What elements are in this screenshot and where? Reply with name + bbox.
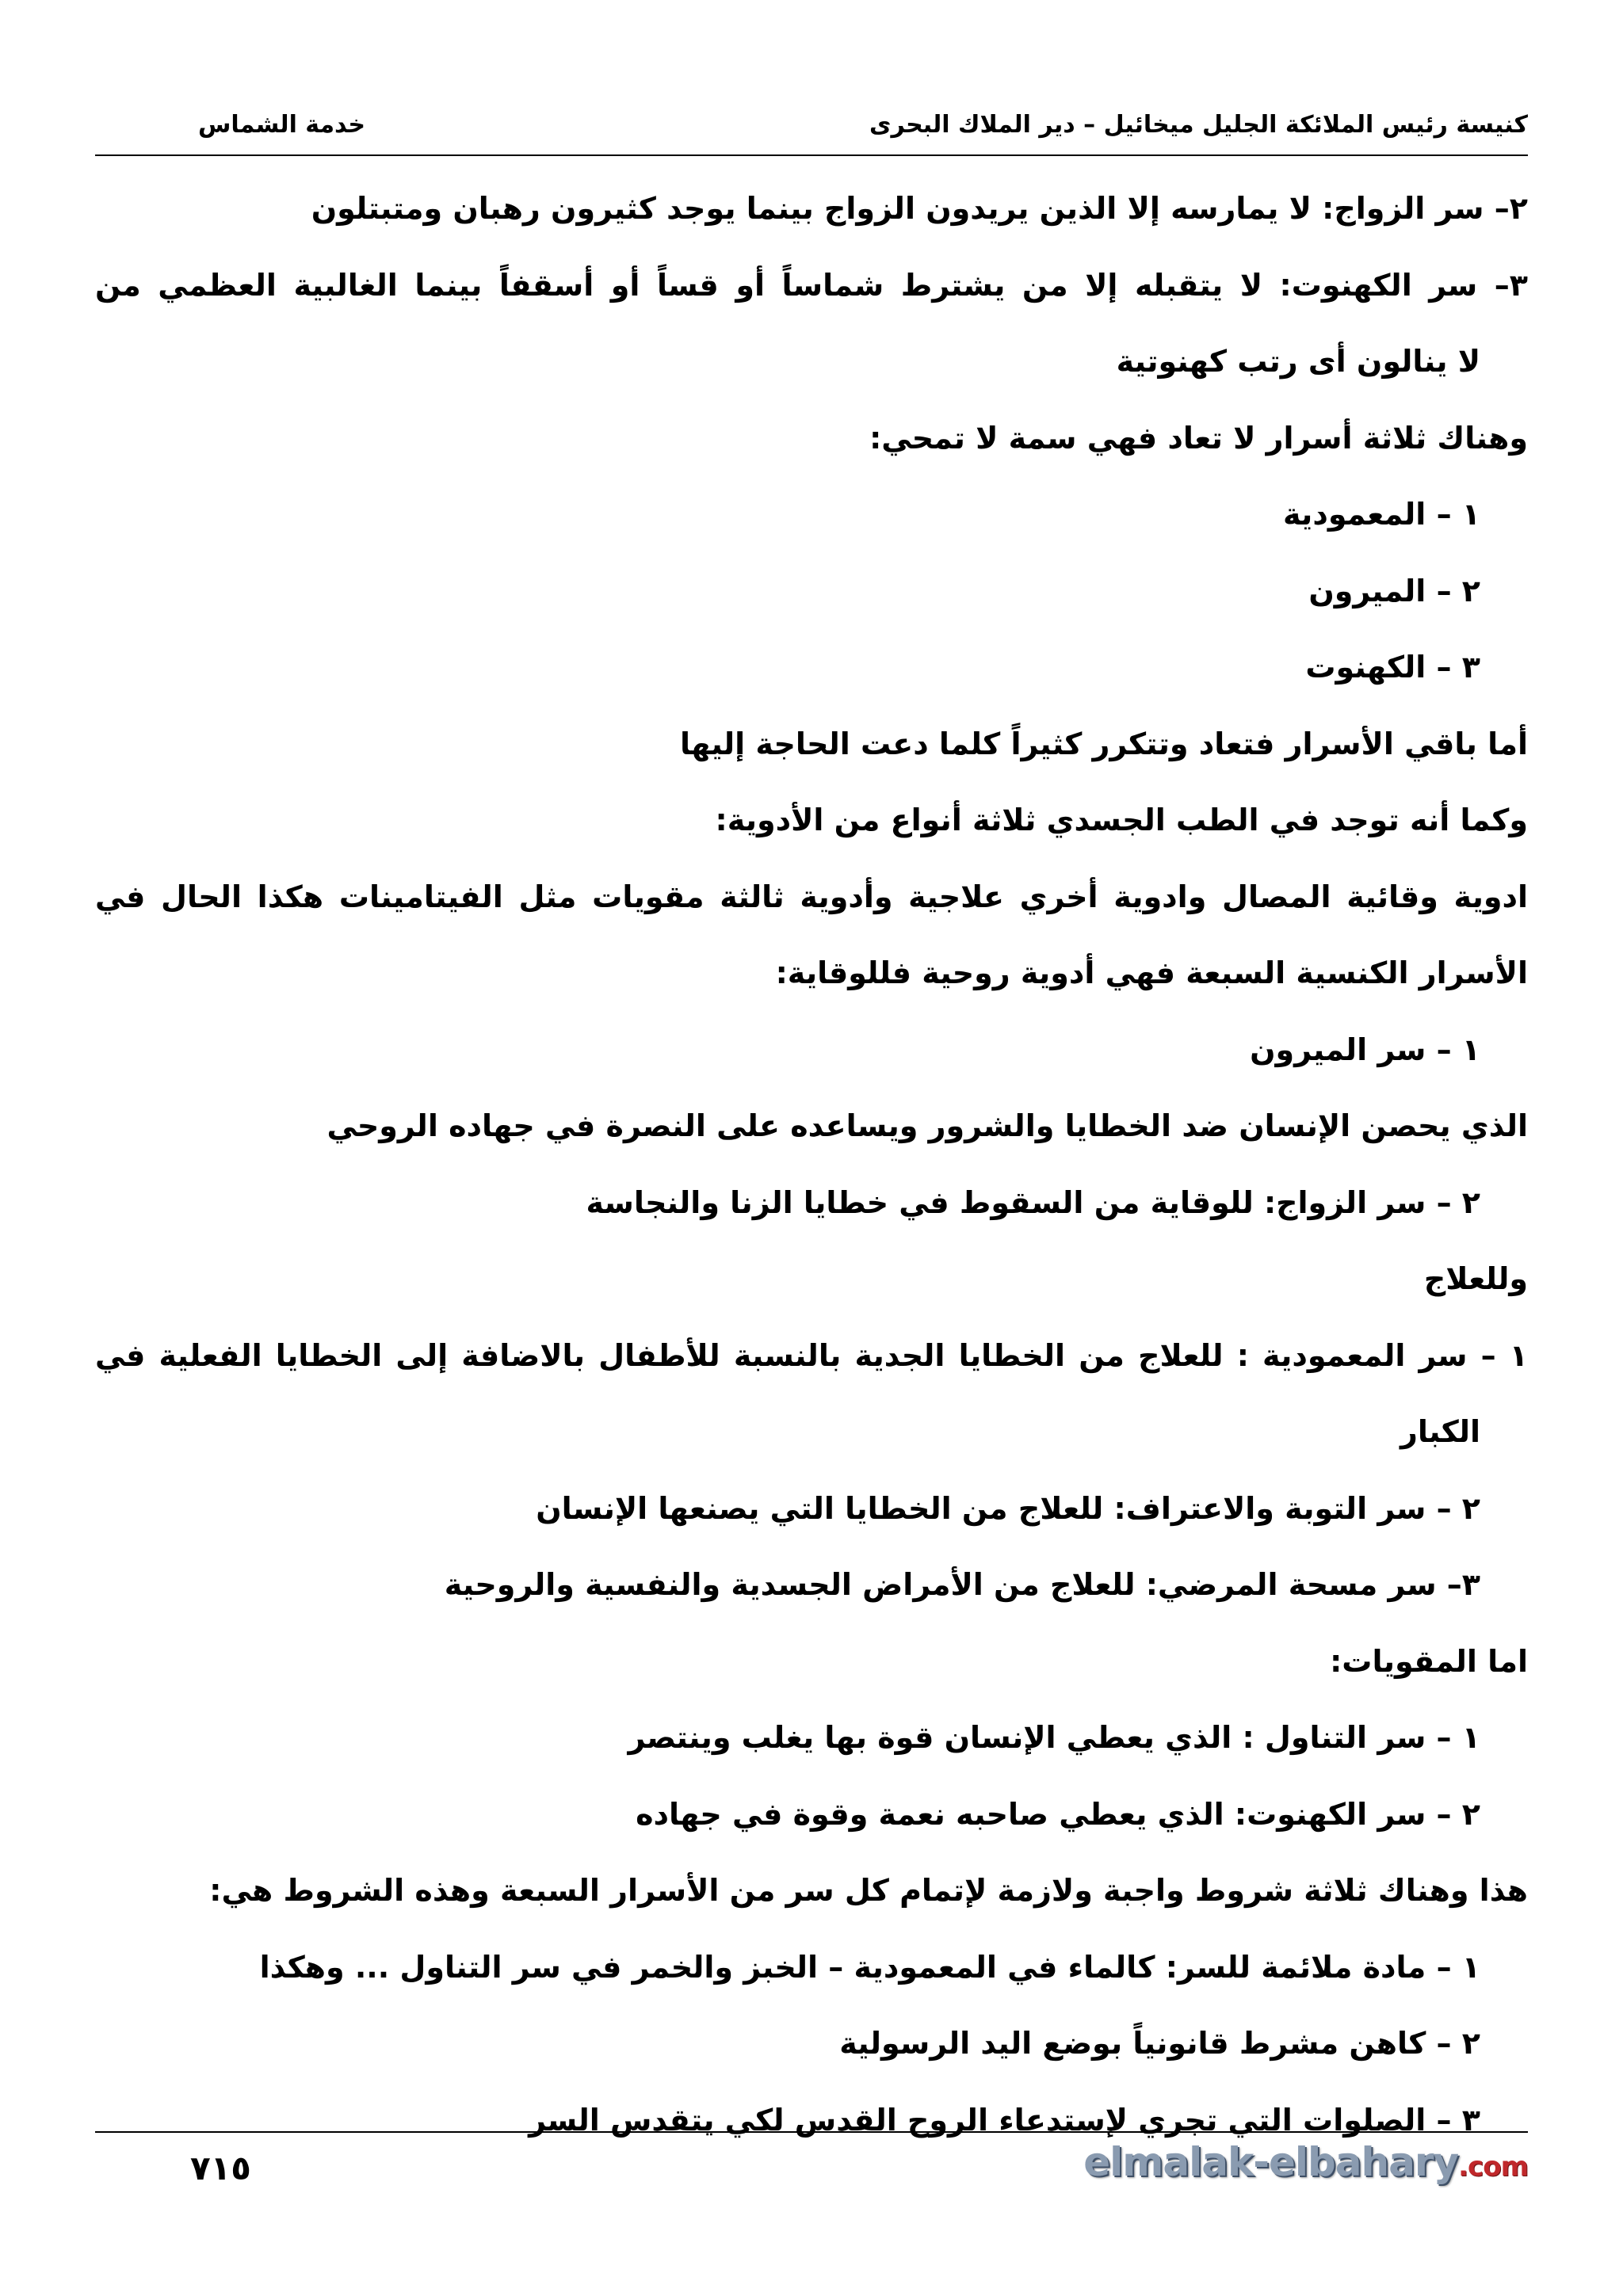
header-church-title: كنيسة رئيس الملائكة الجليل ميخائيل – دير الملاك البحرى xyxy=(869,111,1528,139)
text-line: الأسرار الكنسية السبعة فهي أدوية روحية فللوقاية: xyxy=(775,955,1528,990)
site-logo xyxy=(1083,2139,1528,2185)
footer-divider xyxy=(95,2131,1528,2133)
text-line: ٢ – كاهن مشرط قانونياً بوضع اليد الرسولية xyxy=(839,2026,1480,2061)
text-line: ٣– سر مسحة المرضي: للعلاج من الأمراض الجسدية والنفسية والروحية xyxy=(444,1567,1480,1602)
text-line: هذا وهناك ثلاثة شروط واجبة ولازمة لإتمام كل سر من الأسرار السبعة وهذه الشروط هي: xyxy=(209,1873,1528,1908)
text-line: ٢– سر الزواج: لا يمارسه إلا الذين يريدون الزواج بينما يوجد كثيرون رهبان ومتبتلون xyxy=(311,191,1528,226)
logo-text: elmalak-elbahary xyxy=(1083,2139,1459,2185)
text-line: ١ – مادة ملائمة للسر: كالماء في المعمودية – الخبز والخمر في سر التناول ... وهكذا xyxy=(259,1949,1480,1985)
text-line: الكبار xyxy=(1400,1414,1480,1449)
page-number: ٧١٥ xyxy=(190,2149,251,2187)
text-line: الذي يحصن الإنسان ضد الخطايا والشرور ويساعده على النصرة في جهاده الروحي xyxy=(327,1108,1528,1143)
text-line: وهناك ثلاثة أسرار لا تعاد فهي سمة لا تمحي: xyxy=(869,420,1528,456)
text-line: ٢ – سر التوبة والاعتراف: للعلاج من الخطايا التي يصنعها الإنسان xyxy=(536,1490,1480,1526)
header-section-title: خدمة الشماس xyxy=(198,111,366,139)
text-line: ١ – المعمودية xyxy=(1283,497,1480,532)
text-line: ادوية وقائية المصال وادوية أخري علاجية وأدوية ثالثة مقويات مثل الفيتامينات هكذا الحال في xyxy=(95,879,1528,914)
text-line: أما باقي الأسرار فتعاد وتتكرر كثيراً كلما دعت الحاجة إليها xyxy=(680,726,1528,761)
page-header xyxy=(95,103,1528,151)
logo-domain-suffix: .com xyxy=(1458,2151,1528,2183)
text-line: وكما أنه توجد في الطب الجسدي ثلاثة أنواع من الأدوية: xyxy=(715,803,1528,837)
text-line: ١ – سر الميرون xyxy=(1250,1032,1480,1067)
text-line: ١ – سر المعمودية : للعلاج من الخطايا الجدية بالنسبة للأطفال بالاضافة إلى الخطايا الفعلية في xyxy=(95,1337,1528,1373)
text-line: ٣ – الصلوات التي تجري لإستدعاء الروح القدس لكي يتقدس السر xyxy=(529,2102,1480,2138)
text-line: ٣ – الكهنوت xyxy=(1305,650,1480,685)
text-line: ٢ – الميرون xyxy=(1308,573,1480,608)
text-line: ١ – سر التناول : الذي يعطي الإنسان قوة بها يغلب وينتصر xyxy=(628,1720,1480,1755)
body-text xyxy=(95,170,1528,2158)
text-line: ٢ – سر الكهنوت: الذي يعطي صاحبه نعمة وقوة في جهاده xyxy=(636,1796,1480,1832)
text-line: اما المقويات: xyxy=(1330,1643,1528,1679)
text-line: ٢ – سر الزواج: للوقاية من السقوط في خطايا الزنا والنجاسة xyxy=(586,1184,1480,1220)
header-divider xyxy=(95,154,1528,156)
text-line: وللعلاج xyxy=(1423,1261,1528,1296)
text-line: لا ينالون أى رتب كهنوتية xyxy=(1116,344,1480,379)
text-line: ٣– سر الكهنوت: لا يتقبله إلا من يشترط شماساً أو قساً أو أسقفاً بينما الغالبية العظمي من xyxy=(95,267,1528,303)
